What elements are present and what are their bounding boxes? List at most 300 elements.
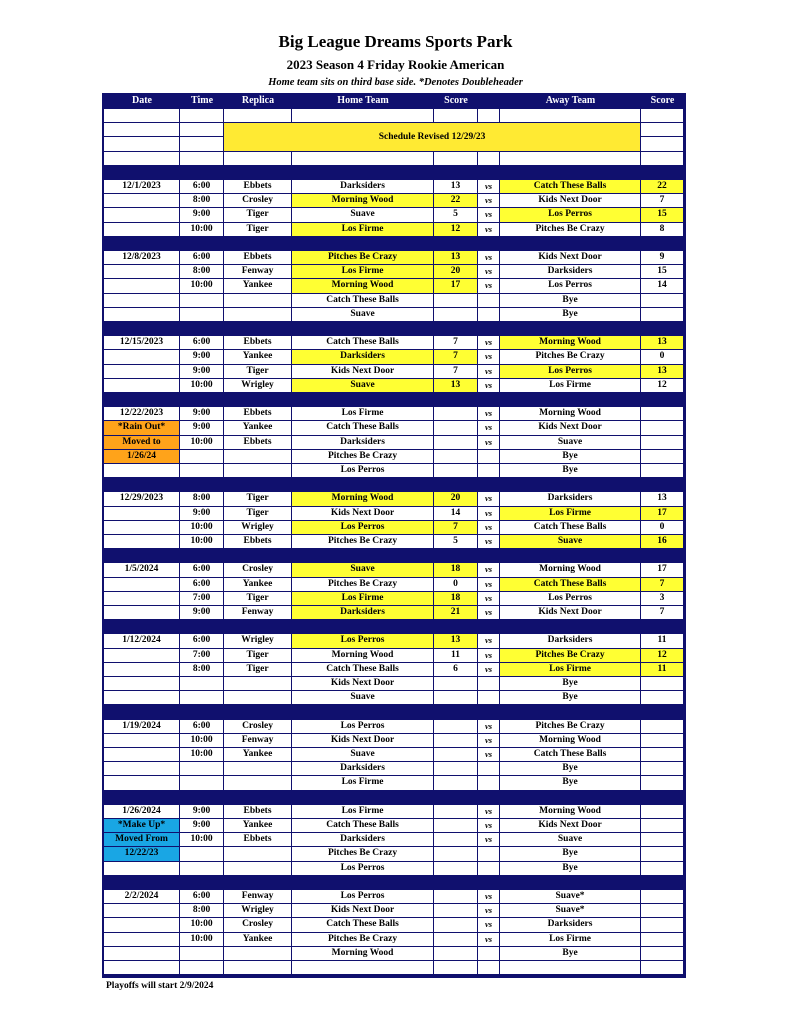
vs-label: vs [478,407,499,420]
blank-cell [434,109,477,122]
vs-label: vs [478,180,499,193]
schedule-revised-banner: Schedule Revised 12/29/23 [224,123,640,151]
away-team: Kids Next Door [500,421,640,434]
blank-cell [104,663,179,676]
blank-cell [641,862,683,875]
away-team: Pitches Be Crazy [500,649,640,662]
bye-label: Bye [500,762,640,775]
blank-cell [104,734,179,747]
away-score [641,890,683,903]
blank-cell [641,961,683,974]
game-time: 9:00 [180,407,223,420]
home-score: 7 [434,336,477,349]
blank-cell [180,294,223,307]
blank-cell [224,862,291,875]
away-team: Morning Wood [500,734,640,747]
game-time: 10:00 [180,933,223,946]
vs-label: vs [478,663,499,676]
blank-cell [641,947,683,960]
home-team: Darksiders [292,833,433,846]
home-score [434,720,477,733]
home-score [434,734,477,747]
game-time: 10:00 [180,521,223,534]
blank-cell [478,152,499,165]
blank-cell [641,123,683,136]
home-team: Darksiders [292,180,433,193]
away-score [641,421,683,434]
vs-label: vs [478,279,499,292]
blank-cell [478,862,499,875]
away-team: Suave* [500,904,640,917]
home-team: Los Perros [292,521,433,534]
away-score: 13 [641,492,683,505]
vs-label: vs [478,720,499,733]
home-team: Los Firme [292,265,433,278]
week-date: 1/19/2024 [104,720,179,733]
blank-cell [104,961,179,974]
vs-label: vs [478,336,499,349]
blank-cell [104,677,179,690]
home-score [434,833,477,846]
away-score: 7 [641,194,683,207]
away-team: Kids Next Door [500,819,640,832]
home-score [434,933,477,946]
bye-label: Bye [500,691,640,704]
home-score: 7 [434,365,477,378]
blank-cell [224,691,291,704]
home-team: Kids Next Door [292,507,433,520]
game-replica: Wrigley [224,634,291,647]
blank-cell [180,123,223,136]
bye-label: Bye [500,776,640,789]
away-team: Catch These Balls [500,521,640,534]
blank-cell [641,308,683,321]
vs-label: vs [478,748,499,761]
home-team: Suave [292,208,433,221]
home-team: Morning Wood [292,194,433,207]
vs-label: vs [478,251,499,264]
blank-cell [104,350,179,363]
home-team: Los Perros [292,720,433,733]
home-score: 6 [434,663,477,676]
home-score [434,819,477,832]
vs-label: vs [478,819,499,832]
game-time: 9:00 [180,819,223,832]
blank-cell [434,677,477,690]
away-team: Catch These Balls [500,578,640,591]
game-time: 10:00 [180,223,223,236]
blank-cell [104,379,179,392]
away-team: Suave [500,535,640,548]
home-team: Pitches Be Crazy [292,251,433,264]
blank-cell [104,137,179,150]
week-note: 1/26/24 [104,450,179,463]
away-score [641,819,683,832]
home-team: Morning Wood [292,649,433,662]
bye-team: Los Firme [292,776,433,789]
blank-cell [434,762,477,775]
away-team: Los Firme [500,507,640,520]
column-header: Date [132,95,152,106]
game-replica: Tiger [224,649,291,662]
away-score [641,734,683,747]
away-team: Pitches Be Crazy [500,350,640,363]
blank-cell [180,137,223,150]
game-replica: Crosley [224,563,291,576]
blank-cell [104,862,179,875]
blank-cell [224,776,291,789]
home-team: Los Firme [292,805,433,818]
home-score: 13 [434,251,477,264]
blank-cell [104,464,179,477]
blank-cell [104,776,179,789]
game-replica: Ebbets [224,535,291,548]
blank-cell [224,109,291,122]
blank-cell [224,152,291,165]
blank-cell [500,109,640,122]
away-team: Los Perros [500,208,640,221]
game-replica: Fenway [224,890,291,903]
home-score: 17 [434,279,477,292]
blank-cell [478,294,499,307]
blank-cell [104,123,179,136]
blank-cell [292,961,433,974]
column-header: Away Team [545,95,596,106]
home-score: 7 [434,350,477,363]
game-time: 7:00 [180,649,223,662]
vs-label: vs [478,265,499,278]
bye-team: Suave [292,308,433,321]
home-team: Pitches Be Crazy [292,535,433,548]
away-score: 15 [641,265,683,278]
away-score [641,748,683,761]
game-replica: Tiger [224,208,291,221]
vs-label: vs [478,223,499,236]
home-score: 21 [434,606,477,619]
away-team: Morning Wood [500,407,640,420]
blank-cell [434,776,477,789]
home-team: Catch These Balls [292,918,433,931]
vs-label: vs [478,436,499,449]
game-time: 10:00 [180,535,223,548]
blank-cell [180,947,223,960]
home-score: 22 [434,194,477,207]
home-team: Pitches Be Crazy [292,578,433,591]
game-time: 9:00 [180,365,223,378]
away-team: Darksiders [500,265,640,278]
blank-cell [500,961,640,974]
week-date: 2/2/2024 [104,890,179,903]
home-team: Kids Next Door [292,734,433,747]
blank-cell [224,677,291,690]
game-replica: Yankee [224,350,291,363]
blank-cell [478,691,499,704]
vs-label: vs [478,918,499,931]
blank-cell [434,152,477,165]
blank-cell [641,677,683,690]
blank-cell [478,762,499,775]
bye-team: Morning Wood [292,947,433,960]
week-date: 12/1/2023 [104,180,179,193]
blank-cell [180,762,223,775]
blank-cell [104,904,179,917]
game-time: 8:00 [180,265,223,278]
blank-cell [292,152,433,165]
bye-team: Los Perros [292,862,433,875]
home-team: Catch These Balls [292,336,433,349]
game-replica: Fenway [224,606,291,619]
blank-cell [104,535,179,548]
blank-cell [224,961,291,974]
blank-cell [478,847,499,860]
away-team: Darksiders [500,492,640,505]
blank-cell [478,776,499,789]
home-score [434,407,477,420]
blank-cell [104,265,179,278]
vs-label: vs [478,535,499,548]
home-score: 13 [434,180,477,193]
vs-label: vs [478,649,499,662]
away-score: 16 [641,535,683,548]
bye-label: Bye [500,308,640,321]
home-score: 11 [434,649,477,662]
home-score [434,904,477,917]
home-score [434,436,477,449]
home-score [434,918,477,931]
game-time: 9:00 [180,805,223,818]
column-header: Score [444,95,468,106]
vs-label: vs [478,734,499,747]
away-score [641,720,683,733]
blank-cell [434,847,477,860]
column-header: Time [190,95,214,106]
away-team: Los Firme [500,379,640,392]
home-team: Pitches Be Crazy [292,933,433,946]
blank-cell [641,294,683,307]
week-note: Moved From [104,833,179,846]
game-replica: Ebbets [224,805,291,818]
blank-cell [434,947,477,960]
blank-cell [641,847,683,860]
week-date: 1/12/2024 [104,634,179,647]
game-replica: Tiger [224,592,291,605]
game-time: 6:00 [180,890,223,903]
home-team: Los Firme [292,592,433,605]
blank-cell [434,691,477,704]
blank-cell [478,450,499,463]
blank-cell [104,649,179,662]
game-time: 10:00 [180,379,223,392]
home-score: 5 [434,535,477,548]
column-header: Score [650,95,675,106]
home-score: 12 [434,223,477,236]
vs-label: vs [478,421,499,434]
game-replica: Tiger [224,365,291,378]
week-note: *Rain Out* [104,421,179,434]
home-score: 13 [434,634,477,647]
blank-cell [104,592,179,605]
game-replica: Yankee [224,578,291,591]
bye-label: Bye [500,294,640,307]
away-score [641,904,683,917]
away-score: 3 [641,592,683,605]
blank-cell [104,762,179,775]
bye-label: Bye [500,464,640,477]
blank-cell [104,279,179,292]
away-score: 17 [641,507,683,520]
away-score [641,407,683,420]
away-team: Darksiders [500,918,640,931]
game-replica: Wrigley [224,379,291,392]
home-score: 18 [434,563,477,576]
blank-cell [641,137,683,150]
away-score: 13 [641,336,683,349]
vs-label: vs [478,350,499,363]
away-score [641,933,683,946]
away-score: 0 [641,350,683,363]
home-team: Catch These Balls [292,819,433,832]
blank-cell [104,691,179,704]
blank-cell [434,862,477,875]
blank-cell [180,691,223,704]
week-date: 12/8/2023 [104,251,179,264]
away-score: 13 [641,365,683,378]
away-score [641,833,683,846]
game-time: 9:00 [180,606,223,619]
blank-cell [641,691,683,704]
blank-cell [478,308,499,321]
blank-cell [104,194,179,207]
home-team: Darksiders [292,606,433,619]
away-score: 12 [641,379,683,392]
away-score: 15 [641,208,683,221]
week-date: 12/22/2023 [104,407,179,420]
away-team: Suave* [500,890,640,903]
blank-cell [104,152,179,165]
home-score: 20 [434,492,477,505]
away-score: 8 [641,223,683,236]
game-replica: Crosley [224,720,291,733]
game-time: 6:00 [180,720,223,733]
blank-cell [104,223,179,236]
away-team: Suave [500,436,640,449]
blank-cell [104,947,179,960]
game-replica: Tiger [224,492,291,505]
away-team: Kids Next Door [500,606,640,619]
schedule-table [102,93,686,978]
blank-cell [224,762,291,775]
vs-label: vs [478,933,499,946]
blank-cell [180,464,223,477]
blank-cell [104,606,179,619]
blank-cell [104,208,179,221]
game-time: 8:00 [180,904,223,917]
away-score: 0 [641,521,683,534]
blank-cell [434,961,477,974]
game-time: 6:00 [180,180,223,193]
blank-cell [641,450,683,463]
blank-cell [224,450,291,463]
game-time: 9:00 [180,421,223,434]
game-replica: Tiger [224,663,291,676]
bye-label: Bye [500,847,640,860]
game-replica: Wrigley [224,904,291,917]
game-replica: Yankee [224,748,291,761]
away-team: Los Perros [500,279,640,292]
away-score: 9 [641,251,683,264]
blank-cell [292,109,433,122]
home-team: Suave [292,563,433,576]
away-team: Pitches Be Crazy [500,223,640,236]
away-team: Los Perros [500,592,640,605]
away-score: 11 [641,634,683,647]
blank-cell [478,947,499,960]
blank-cell [434,464,477,477]
blank-cell [224,294,291,307]
game-time: 8:00 [180,194,223,207]
away-team: Los Perros [500,365,640,378]
vs-label: vs [478,563,499,576]
game-time: 10:00 [180,748,223,761]
home-team: Catch These Balls [292,421,433,434]
away-team: Catch These Balls [500,180,640,193]
bye-team: Catch These Balls [292,294,433,307]
home-score: 0 [434,578,477,591]
game-time: 10:00 [180,279,223,292]
away-score [641,805,683,818]
game-replica: Fenway [224,265,291,278]
game-replica: Ebbets [224,833,291,846]
away-team: Darksiders [500,634,640,647]
game-replica: Ebbets [224,407,291,420]
game-replica: Tiger [224,223,291,236]
vs-label: vs [478,890,499,903]
blank-cell [180,450,223,463]
home-score [434,805,477,818]
away-score: 12 [641,649,683,662]
home-score: 13 [434,379,477,392]
blank-cell [180,961,223,974]
blank-cell [180,152,223,165]
game-time: 9:00 [180,208,223,221]
game-time: 10:00 [180,734,223,747]
game-time: 7:00 [180,592,223,605]
game-time: 6:00 [180,578,223,591]
blank-cell [224,947,291,960]
blank-cell [434,450,477,463]
vs-label: vs [478,507,499,520]
blank-cell [180,776,223,789]
blank-cell [104,521,179,534]
blank-cell [104,918,179,931]
home-score [434,890,477,903]
home-team: Morning Wood [292,492,433,505]
home-score: 18 [434,592,477,605]
vs-label: vs [478,492,499,505]
bye-team: Kids Next Door [292,677,433,690]
game-replica: Tiger [224,507,291,520]
home-team: Suave [292,379,433,392]
blank-cell [641,762,683,775]
vs-label: vs [478,379,499,392]
home-team: Los Perros [292,634,433,647]
away-score: 14 [641,279,683,292]
home-team: Darksiders [292,436,433,449]
blank-cell [478,464,499,477]
blank-cell [641,109,683,122]
home-score: 7 [434,521,477,534]
away-team: Catch These Balls [500,748,640,761]
